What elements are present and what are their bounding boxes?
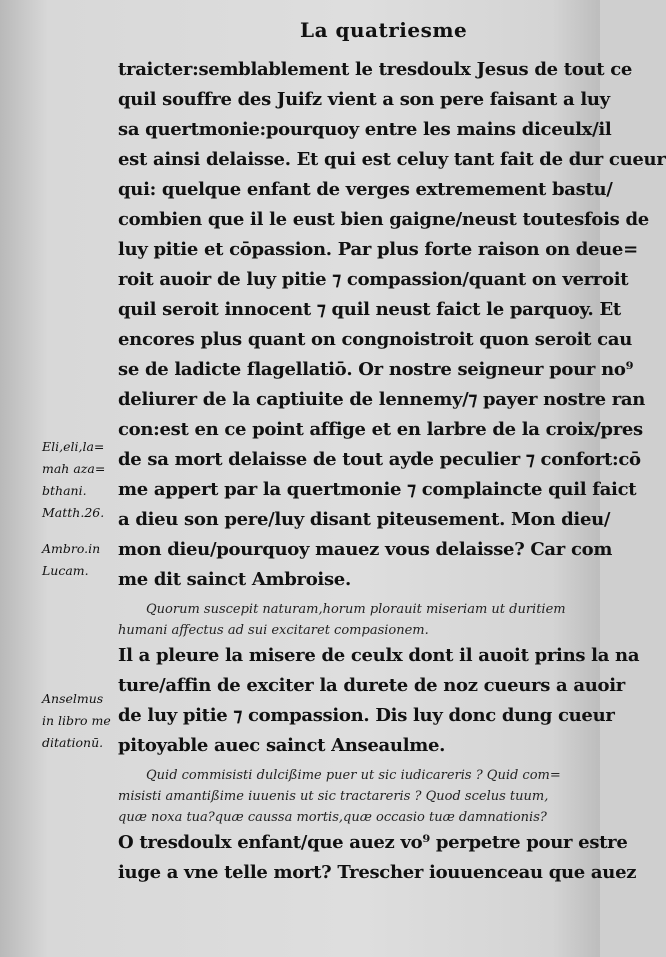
margin-line: mah aza= (42, 461, 106, 476)
text-line: traicter:semblablement le tresdoulx Jesus de tout ce (118, 59, 633, 80)
text-line: con:est en ce point affige et en larbre de la croix/pres (118, 419, 643, 440)
text-line: Il a pleure la misere de ceulx dont il auoit prins la na (118, 645, 640, 666)
latin-line: Quid commisisti dulcißime puer ut sic iudicareris ? Quid com= (146, 768, 561, 783)
text-line: est ainsi delaisse. Et qui est celuy tant fait de dur cueur (118, 149, 666, 170)
text-line: a dieu son pere/luy disant piteusement. Mon dieu/ (118, 509, 611, 530)
margin-note-anselmus (42, 688, 122, 754)
text-line: roit auoir de luy pitie ⁊ compassion/quant on verroit (118, 269, 629, 290)
text-line: encores plus quant on congnoistroit quon seroit cau (118, 329, 632, 350)
latin-quote-ambrose (118, 599, 586, 641)
paragraph-1 (118, 55, 666, 595)
latin-line: quæ noxa tua?quæ caussa mortis,quæ occasio tuæ damnationis? (118, 810, 547, 825)
text-line: de sa mort delaisse de tout ayde peculier ⁊ confort:cō (118, 449, 641, 470)
margin-line: bthani. (42, 483, 87, 498)
text-line: iuge a vne telle mort? Trescher iouuenceau que auez (118, 862, 637, 883)
margin-note-eli (42, 436, 122, 524)
paragraph-3 (118, 828, 637, 888)
margin-line: Anselmus (42, 691, 104, 706)
text-line: me dit sainct Ambroise. (118, 569, 351, 590)
latin-quote-anselm (118, 765, 586, 828)
text-line: quil souffre des Juifz vient a son pere faisant a luy (118, 89, 610, 110)
text-line: deliurer de la captiuite de lennemy/⁊ payer nostre ran (118, 389, 646, 410)
text-line: se de ladicte flagellatiō. Or nostre seigneur pour no⁹ (118, 359, 634, 380)
margin-note-ambrose (42, 538, 122, 582)
text-line: qui: quelque enfant de verges extremement bastu/ (118, 179, 613, 200)
text-line: ture/affin de exciter la durete de noz cueurs a auoir (118, 675, 625, 696)
main-text-block (118, 55, 666, 888)
text-line: me appert par la quertmonie ⁊ complaincte quil faict (118, 479, 637, 500)
text-line: mon dieu/pourquoy mauez vous delaisse? Car com (118, 539, 613, 560)
text-line: quil seroit innocent ⁊ quil neust faict le parquoy. Et (118, 299, 621, 320)
text-line: de luy pitie ⁊ compassion. Dis luy donc dung cueur (118, 705, 615, 726)
text-line: combien que il le eust bien gaigne/neust toutesfois de (118, 209, 649, 230)
text-line: sa quertmonie:pourquoy entre les mains diceulx/il (118, 119, 612, 140)
margin-line: Ambro.in (42, 541, 101, 556)
margin-line: ditationū. (42, 735, 104, 750)
margin-line: in libro me (42, 713, 111, 728)
latin-line: humani affectus ad sui excitaret compasionem. (118, 623, 429, 638)
latin-line: Quorum suscepit naturam,horum plorauit miseriam ut duritiem (146, 602, 566, 617)
text-line: pitoyable auec sainct Anseaulme. (118, 735, 446, 756)
margin-line: Lucam. (42, 563, 89, 578)
margin-line: Matth.26. (42, 505, 105, 520)
text-line: O tresdoulx enfant/que auez vo⁹ perpetre pour estre (118, 832, 628, 853)
margin-line: Eli,eli,la= (42, 439, 105, 454)
latin-line: misisti amantißime iuuenis ut sic tractareris ? Quod scelus tuum, (118, 789, 549, 804)
paragraph-2 (118, 641, 640, 761)
text-line: luy pitie et cōpassion. Par plus forte raison on deue= (118, 239, 638, 260)
running-header: La quatriesme (300, 18, 468, 42)
